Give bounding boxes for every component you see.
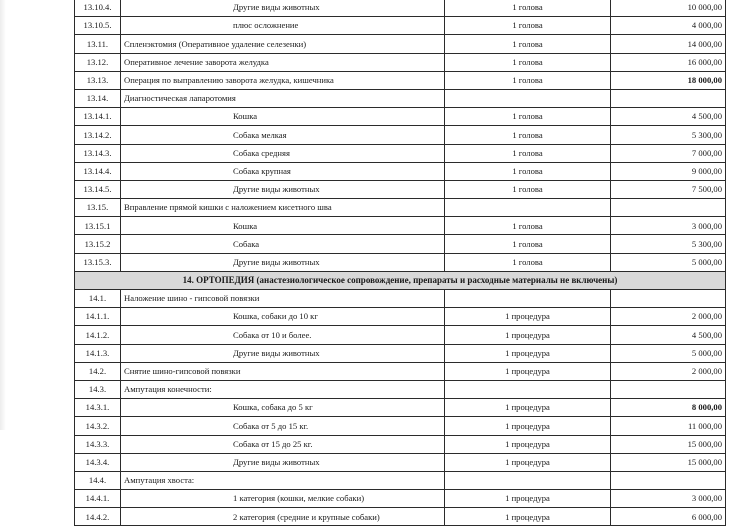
unit-cell: 1 голова xyxy=(445,180,611,198)
table-row xyxy=(75,180,726,198)
price-cell: 4 500,00 xyxy=(611,108,726,126)
section-title: 14. ОРТОПЕДИЯ (анастезиологическое сопровождение, препараты и расходные материалы не включены) xyxy=(75,271,726,289)
item-code-cell: 14.3.3. xyxy=(75,435,121,453)
item-code-cell: 13.12. xyxy=(75,53,121,71)
item-code-cell: 14.3.2. xyxy=(75,417,121,435)
table-row xyxy=(75,71,726,89)
price-cell xyxy=(611,89,726,107)
price-cell: 6 000,00 xyxy=(611,508,726,526)
price-cell: 5 000,00 xyxy=(611,253,726,271)
unit-cell: 1 голова xyxy=(445,17,611,35)
table-row xyxy=(75,399,726,417)
table-row xyxy=(75,35,726,53)
item-code-cell: 14.1. xyxy=(75,290,121,308)
orthopedics-rows xyxy=(75,290,726,526)
item-code-cell: 14.1.2. xyxy=(75,326,121,344)
price-cell: 16 000,00 xyxy=(611,53,726,71)
item-code-cell: 13.14.5. xyxy=(75,180,121,198)
service-name-cell: Собака мелкая xyxy=(121,126,445,144)
table-row xyxy=(75,290,726,308)
service-name-cell: Кошка xyxy=(121,108,445,126)
service-name-cell: Кошка, собаки до 10 кг xyxy=(121,308,445,326)
item-code-cell: 13.15.2 xyxy=(75,235,121,253)
table-row xyxy=(75,108,726,126)
service-name-cell: Другие виды животных xyxy=(121,0,445,17)
price-cell xyxy=(611,199,726,217)
unit-cell xyxy=(445,380,611,398)
unit-cell: 1 голова xyxy=(445,71,611,89)
service-name-cell: Собака от 10 и более. xyxy=(121,326,445,344)
price-cell: 9 000,00 xyxy=(611,162,726,180)
item-code-cell: 14.2. xyxy=(75,362,121,380)
price-cell xyxy=(611,471,726,489)
service-name-cell: Диагностическая лапаротомия xyxy=(121,89,445,107)
service-name-cell: Операция по выправлению заворота желудка, кишечника xyxy=(121,71,445,89)
table-row xyxy=(75,380,726,398)
item-code-cell: 13.14.2. xyxy=(75,126,121,144)
price-cell: 5 300,00 xyxy=(611,126,726,144)
table-row xyxy=(75,344,726,362)
table-row xyxy=(75,53,726,71)
table-row xyxy=(75,253,726,271)
unit-cell xyxy=(445,89,611,107)
unit-cell: 1 голова xyxy=(445,126,611,144)
item-code-cell: 14.3. xyxy=(75,380,121,398)
table-row xyxy=(75,199,726,217)
table-row xyxy=(75,490,726,508)
table-row xyxy=(75,362,726,380)
unit-cell xyxy=(445,199,611,217)
service-name-cell: Вправление прямой кишки с наложением кисетного шва xyxy=(121,199,445,217)
table-row xyxy=(75,0,726,17)
item-code-cell: 14.1.3. xyxy=(75,344,121,362)
price-cell: 15 000,00 xyxy=(611,435,726,453)
price-cell: 15 000,00 xyxy=(611,453,726,471)
price-cell: 7 000,00 xyxy=(611,144,726,162)
service-name-cell: Наложение шино - гипсовой повязки xyxy=(121,290,445,308)
surgery-rows xyxy=(75,0,726,271)
table-row xyxy=(75,162,726,180)
price-cell xyxy=(611,380,726,398)
price-cell: 4 500,00 xyxy=(611,326,726,344)
service-name-cell: Спленэктомия (Оперативное удаление селезенки) xyxy=(121,35,445,53)
unit-cell: 1 процедура xyxy=(445,417,611,435)
table-row xyxy=(75,417,726,435)
service-name-cell: Другие виды животных xyxy=(121,344,445,362)
item-code-cell: 14.3.4. xyxy=(75,453,121,471)
service-name-cell: Кошка, собака до 5 кг xyxy=(121,399,445,417)
unit-cell: 1 голова xyxy=(445,235,611,253)
table-row xyxy=(75,17,726,35)
item-code-cell: 14.4.1. xyxy=(75,490,121,508)
table-row xyxy=(75,471,726,489)
table-row xyxy=(75,508,726,526)
table-row xyxy=(75,235,726,253)
price-cell: 3 000,00 xyxy=(611,217,726,235)
service-name-cell: 1 категория (кошки, мелкие собаки) xyxy=(121,490,445,508)
orthopedics-section xyxy=(75,271,726,289)
price-cell: 11 000,00 xyxy=(611,417,726,435)
table-row xyxy=(75,89,726,107)
unit-cell: 1 голова xyxy=(445,35,611,53)
item-code-cell: 14.4.2. xyxy=(75,508,121,526)
item-code-cell: 13.15.3. xyxy=(75,253,121,271)
scan-edge-shadow xyxy=(0,0,6,430)
price-cell xyxy=(611,290,726,308)
table-row xyxy=(75,308,726,326)
unit-cell: 1 процедура xyxy=(445,326,611,344)
item-code-cell: 13.10.5. xyxy=(75,17,121,35)
table-row xyxy=(75,453,726,471)
price-cell: 8 000,00 xyxy=(611,399,726,417)
unit-cell xyxy=(445,290,611,308)
table-row xyxy=(75,126,726,144)
item-code-cell: 13.15.1 xyxy=(75,217,121,235)
table-row xyxy=(75,217,726,235)
unit-cell: 1 голова xyxy=(445,217,611,235)
price-cell: 3 000,00 xyxy=(611,490,726,508)
unit-cell: 1 процедура xyxy=(445,435,611,453)
unit-cell: 1 процедура xyxy=(445,362,611,380)
service-name-cell: Ампутация конечности: xyxy=(121,380,445,398)
unit-cell xyxy=(445,471,611,489)
service-name-cell: Собака крупная xyxy=(121,162,445,180)
unit-cell: 1 процедура xyxy=(445,453,611,471)
unit-cell: 1 голова xyxy=(445,108,611,126)
service-name-cell: Кошка xyxy=(121,217,445,235)
service-name-cell: Собака от 5 до 15 кг. xyxy=(121,417,445,435)
item-code-cell: 14.3.1. xyxy=(75,399,121,417)
unit-cell: 1 процедура xyxy=(445,508,611,526)
price-cell: 2 000,00 xyxy=(611,308,726,326)
table-row xyxy=(75,144,726,162)
item-code-cell: 14.1.1. xyxy=(75,308,121,326)
unit-cell: 1 голова xyxy=(445,53,611,71)
service-name-cell: Оперативное лечение заворота желудка xyxy=(121,53,445,71)
service-name-cell: Собака средняя xyxy=(121,144,445,162)
unit-cell: 1 процедура xyxy=(445,344,611,362)
service-name-cell: Другие виды животных xyxy=(121,180,445,198)
table-row xyxy=(75,326,726,344)
unit-cell: 1 голова xyxy=(445,162,611,180)
price-cell: 5 000,00 xyxy=(611,344,726,362)
service-name-cell: Ампутация хвоста: xyxy=(121,471,445,489)
service-name-cell: Другие виды животных xyxy=(121,253,445,271)
price-cell: 18 000,00 xyxy=(611,71,726,89)
price-cell: 14 000,00 xyxy=(611,35,726,53)
item-code-cell: 13.10.4. xyxy=(75,0,121,17)
service-name-cell: 2 категория (средние и крупные собаки) xyxy=(121,508,445,526)
unit-cell: 1 голова xyxy=(445,0,611,17)
item-code-cell: 13.11. xyxy=(75,35,121,53)
unit-cell: 1 процедура xyxy=(445,490,611,508)
item-code-cell: 14.4. xyxy=(75,471,121,489)
service-name-cell: Собака xyxy=(121,235,445,253)
service-name-cell: Другие виды животных xyxy=(121,453,445,471)
unit-cell: 1 процедура xyxy=(445,308,611,326)
item-code-cell: 13.14. xyxy=(75,89,121,107)
price-cell: 5 300,00 xyxy=(611,235,726,253)
section-header-row xyxy=(75,271,726,289)
price-cell: 2 000,00 xyxy=(611,362,726,380)
service-name-cell: плюс осложнение xyxy=(121,17,445,35)
unit-cell: 1 голова xyxy=(445,253,611,271)
service-name-cell: Собака от 15 до 25 кг. xyxy=(121,435,445,453)
price-cell: 10 000,00 xyxy=(611,0,726,17)
item-code-cell: 13.14.4. xyxy=(75,162,121,180)
item-code-cell: 13.14.1. xyxy=(75,108,121,126)
service-name-cell: Снятие шино-гипсовой повязки xyxy=(121,362,445,380)
item-code-cell: 13.14.3. xyxy=(75,144,121,162)
item-code-cell: 13.15. xyxy=(75,199,121,217)
price-cell: 4 000,00 xyxy=(611,17,726,35)
price-list-table xyxy=(74,0,726,526)
item-code-cell: 13.13. xyxy=(75,71,121,89)
unit-cell: 1 голова xyxy=(445,144,611,162)
price-cell: 7 500,00 xyxy=(611,180,726,198)
unit-cell: 1 процедура xyxy=(445,399,611,417)
table-row xyxy=(75,435,726,453)
